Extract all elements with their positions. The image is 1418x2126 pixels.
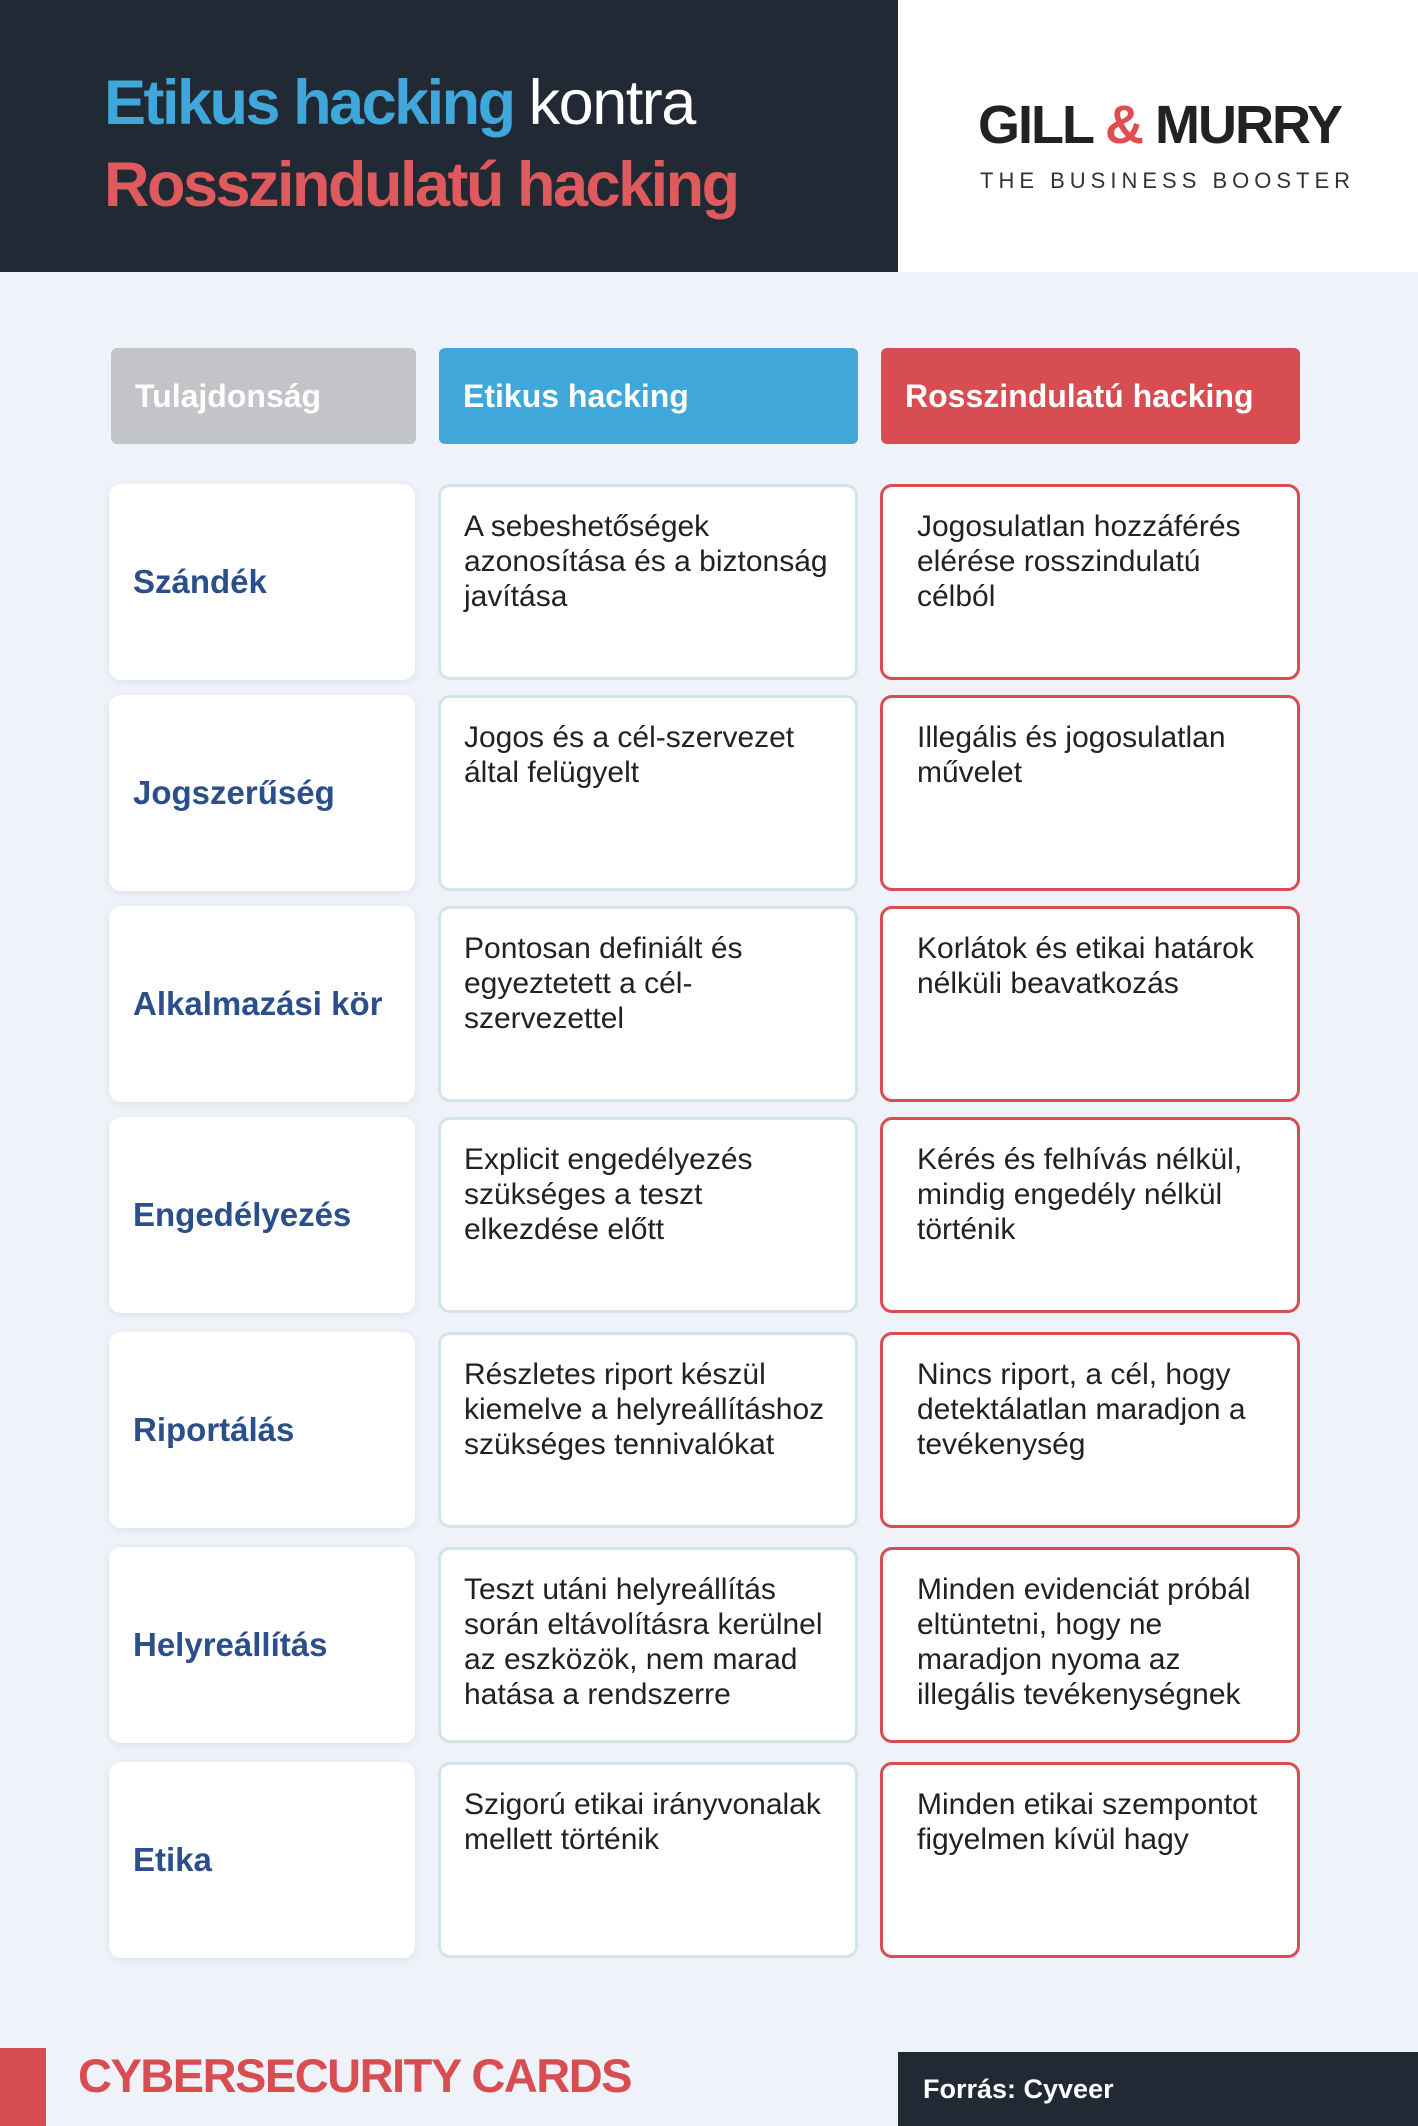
ethical-cell: Részletes riport készül kiemelve a helyreállításhoz szükséges tennivalókat: [438, 1332, 858, 1528]
malicious-cell: Kérés és felhívás nélkül, mindig engedély nélkül történik: [880, 1117, 1300, 1313]
column-header-property: Tulajdonság: [111, 348, 416, 444]
brand-ampersand: &: [1105, 95, 1143, 155]
malicious-cell: Nincs riport, a cél, hogy detektálatlan maradjon a tevékenység: [880, 1332, 1300, 1528]
footer-title: CYBERSECURITY CARDS: [78, 2049, 631, 2102]
table-row: [0, 1547, 1418, 1743]
row-label: Helyreállítás: [109, 1547, 415, 1743]
ethical-cell: Explicit engedélyezés szükséges a teszt elkezdése előtt: [438, 1117, 858, 1313]
column-header-ethical: Etikus hacking: [439, 348, 858, 444]
brand-tagline: THE BUSINESS BOOSTER: [980, 168, 1356, 193]
table-row: [0, 695, 1418, 891]
row-label: Alkalmazási kör: [109, 906, 415, 1102]
malicious-cell: Minden evidenciát próbál eltüntetni, hogy ne maradjon nyoma az illegális tevékenységnek: [880, 1547, 1300, 1743]
ethical-cell: Szigorú etikai irányvonalak mellett történik: [438, 1762, 858, 1958]
ethical-cell: Pontosan definiált és egyeztetett a cél-szervezettel: [438, 906, 858, 1102]
title-malicious: Rosszindulatú hacking: [104, 150, 738, 220]
title-versus: kontra: [528, 68, 695, 138]
ethical-cell: Jogos és a cél-szervezet által felügyelt: [438, 695, 858, 891]
brand-logo: [978, 94, 1341, 156]
row-label: Jogszerűség: [109, 695, 415, 891]
ethical-cell: A sebeshetőségek azonosítása és a biztonság javítása: [438, 484, 858, 680]
malicious-cell: Korlátok és etikai határok nélküli beavatkozás: [880, 906, 1300, 1102]
page-title: [104, 62, 738, 226]
row-label: Riportálás: [109, 1332, 415, 1528]
brand-name-right: MURRY: [1155, 95, 1342, 155]
table-row: [0, 1762, 1418, 1958]
footer-accent-bar: [0, 2048, 46, 2126]
table-row: [0, 484, 1418, 680]
malicious-cell: Minden etikai szempontot figyelmen kívül hagy: [880, 1762, 1300, 1958]
table-row: [0, 1117, 1418, 1313]
brand-name-left: GILL: [978, 95, 1093, 155]
table-row: [0, 906, 1418, 1102]
malicious-cell: Jogosulatlan hozzáférés elérése rosszindulatú célból: [880, 484, 1300, 680]
title-ethical: Etikus hacking: [104, 68, 514, 138]
row-label: Engedélyezés: [109, 1117, 415, 1313]
row-label: Szándék: [109, 484, 415, 680]
row-label: Etika: [109, 1762, 415, 1958]
footer-source: Forrás: Cyveer: [898, 2052, 1418, 2126]
table-row: [0, 1332, 1418, 1528]
malicious-cell: Illegális és jogosulatlan művelet: [880, 695, 1300, 891]
column-header-malicious: Rosszindulatú hacking: [881, 348, 1300, 444]
ethical-cell: Teszt utáni helyreállítás során eltávolításra kerülnel az eszközök, nem marad hatása a rendszerre: [438, 1547, 858, 1743]
